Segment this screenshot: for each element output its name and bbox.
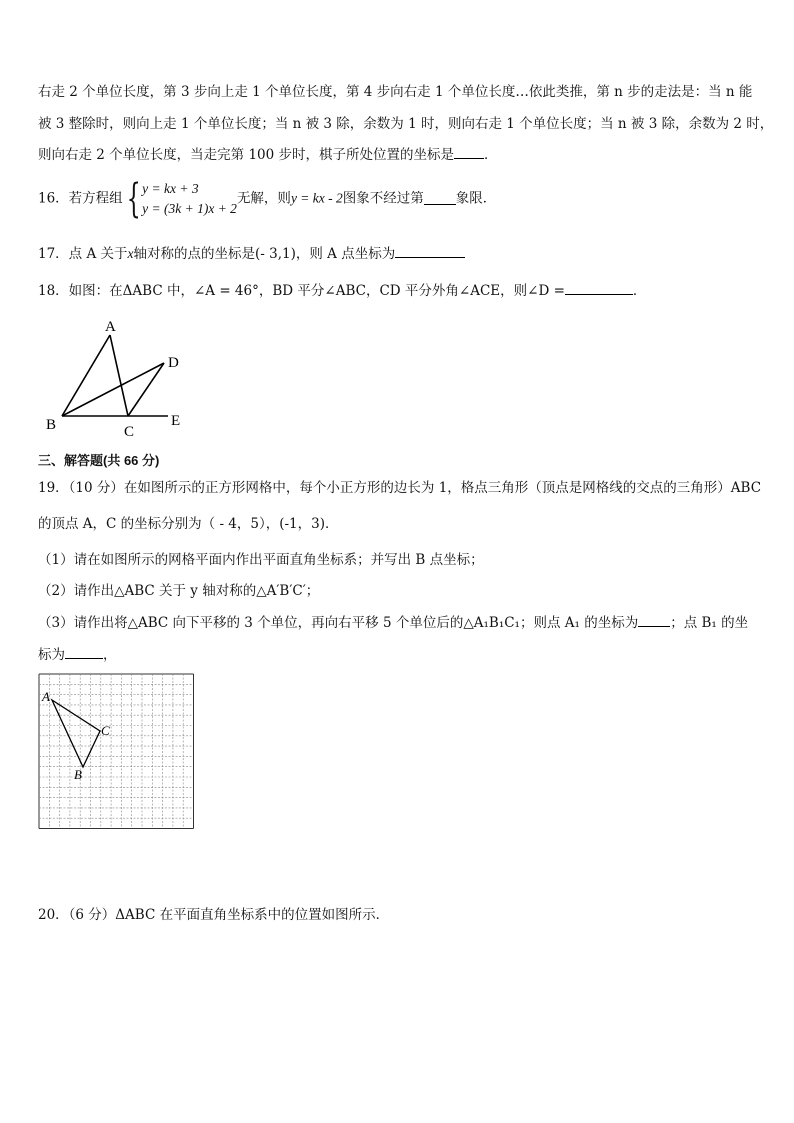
section-title: 三、解答题(共 66 分) [38,453,160,468]
q18 [38,282,646,300]
q18-answer-blank[interactable] [565,282,633,295]
q15-line-1: 右走 2 个单位长度，第 3 步向上走 1 个单位长度，第 4 步向右走 1 个单位长度…依此类推，第 n 步的走法是：当 n 能 [38,84,753,100]
segment-ac [110,335,128,416]
q16-prefix: 16．若方程组 [38,190,123,207]
q17-answer-blank[interactable] [395,245,465,258]
q17 [38,245,465,263]
label-c: C [124,424,135,440]
q19-part-1: （1）请在如图所示的网格平面内作出平面直角坐标系；并写出 B 点坐标； [38,552,484,568]
triangle-abc [52,700,100,767]
q18-end: ． [632,283,647,299]
grid-label-c: C [101,723,110,738]
label-d: D [168,355,179,371]
q19-part-3 [38,614,748,632]
q19-part-3-mid: ；点 B₁ 的坐 [670,615,749,631]
q17-coord: (- 3,1) [255,246,296,262]
q19-line-2: 的顶点 A，C 的坐标分别为（ - 4，5），(-1，3)． [38,516,339,532]
q17-prefix: 17．点 A 关于 [38,246,128,262]
label-a: A [105,319,116,335]
q16-equation-system [142,179,237,219]
q16-end: 象限． [455,190,497,207]
q19-line-1: 19．（10 分）在如图所示的正方形网格中，每个小正方形的边长为 1，格点三角形（顶点是网格线的交点的三角形）ABC [38,480,762,496]
system-brace-icon: { [126,175,141,222]
grid-label-a: A [42,689,50,704]
q16-suffix: 图象不经过第 [342,190,424,207]
q19-part-3-text: （3）请作出将△ABC 向下平移的 3 个单位，再向右平移 5 个单位后的△A₁B₁C₁；则点 A₁ 的坐标为 [38,615,639,631]
q17-suffix: ，则 A 点坐标为 [295,246,396,262]
q19-part-2: （2）请作出△ABC 关于 y 轴对称的△A′B′C′； [38,583,320,599]
q16-mid: 无解，则 [236,190,291,207]
q17-mid: 轴对称的点的坐标是 [133,246,256,262]
grid-lines [39,674,194,829]
q20: 20．（6 分）ΔABC 在平面直角坐标系中的位置如图所示． [38,907,390,923]
q15-line-2: 被 3 整除时，则向上走 1 个单位长度；当 n 被 3 除，余数为 1 时，则向右走 1 个单位长度；当 n 被 3 除，余数为 2 时， [38,116,774,132]
q16-eq-2: y = (3k + 1)x + 2 [142,200,237,216]
label-b: B [46,417,57,433]
q19-part-3-line-2-text: 标为 [38,647,65,663]
q16-function: y = kx - 2 [290,190,343,206]
q16-eq-1: y = kx + 3 [142,180,199,196]
q16 [38,175,497,222]
q15-answer-blank[interactable] [454,146,484,159]
q15-line-3-text: 则向右走 2 个单位长度，当走完第 100 步时，棋子所处位置的坐标是 [38,147,455,163]
q19-a1-answer-blank[interactable] [638,614,670,627]
q19-grid-figure [38,673,196,831]
label-e: E [171,413,181,429]
q17-axis: x [127,246,134,261]
segment-cd [128,363,164,416]
q19-part-3-line-2 [38,646,117,664]
q15-line-3 [38,146,498,164]
q19-part-3-end: ， [103,647,117,663]
q18-triangle-figure [40,315,190,440]
q18-text: 18．如图：在ΔABC 中，∠A = 46°，BD 平分∠ABC，CD 平分外角∠ACE，则∠D = [38,283,565,299]
q19-b1-answer-blank[interactable] [65,646,103,659]
q16-answer-blank[interactable] [424,192,456,205]
grid-label-b: B [74,767,82,782]
q15-line-3-end: ． [484,147,498,163]
